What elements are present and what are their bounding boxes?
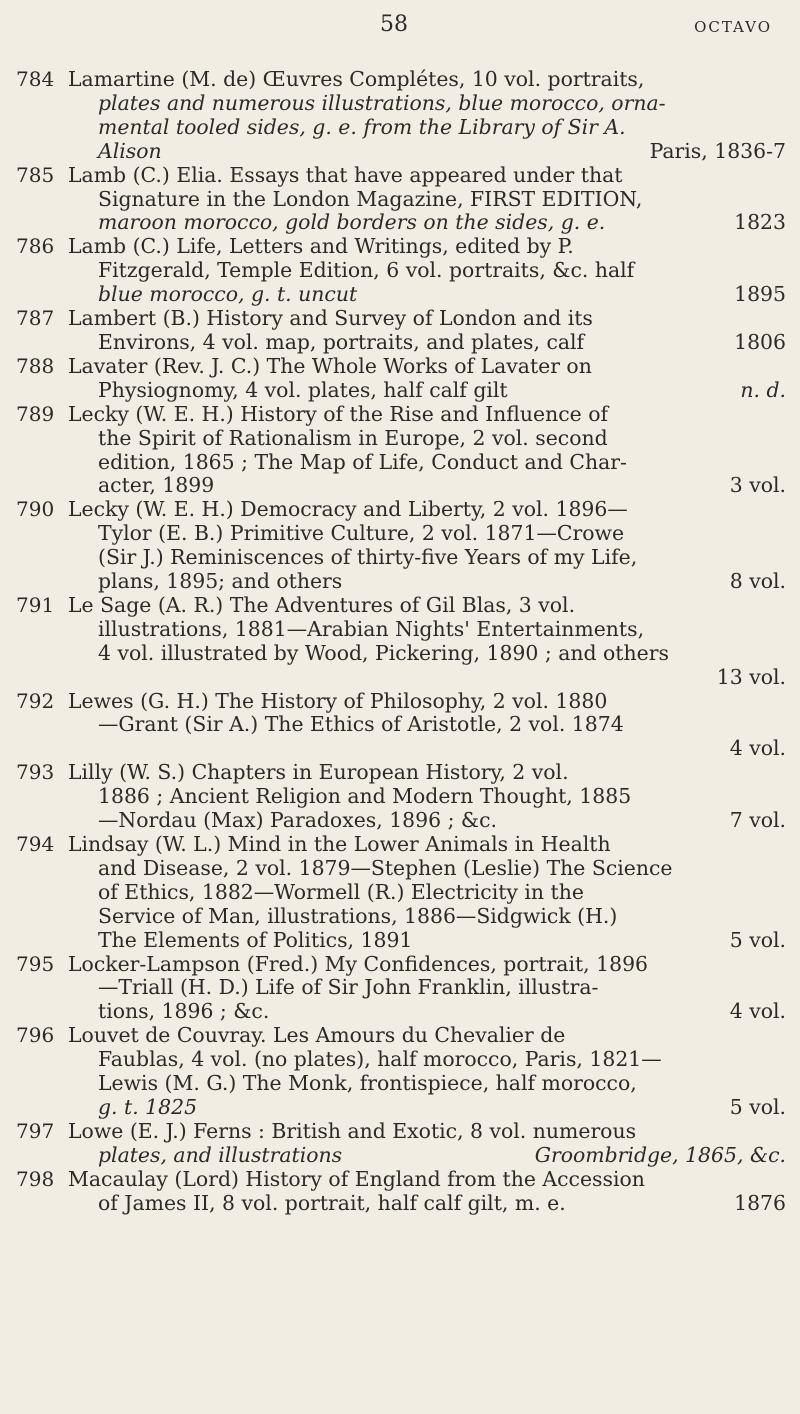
entry-line: plates and numerous illustrations, blue morocco, orna-	[98, 90, 666, 115]
entry-line: Physiognomy, 4 vol. plates, half calf gilt	[98, 377, 508, 402]
lot-description	[68, 1024, 786, 1120]
catalogue-entry	[16, 498, 786, 594]
entry-line: Faublas, 4 vol. (no plates), half morocco, Paris, 1821—	[98, 1047, 662, 1072]
catalogue-entry	[16, 690, 786, 762]
lot-description	[68, 953, 786, 1025]
lot-description	[68, 1120, 786, 1168]
lot-number: 789	[16, 401, 55, 426]
entry-date: 1823	[734, 210, 786, 235]
entry-date: 1876	[734, 1190, 786, 1215]
entry-date: n. d.	[740, 377, 786, 402]
entry-line: —Triall (H. D.) Life of Sir John Franklin, illustra-	[98, 975, 599, 1000]
entry-line: tions, 1896 ; &c.	[98, 999, 270, 1024]
lot-description	[68, 498, 786, 594]
lot-number: 784	[16, 67, 55, 91]
entry-date: 1806	[734, 329, 786, 354]
lot-number: 787	[16, 306, 55, 331]
catalogue-entry	[16, 761, 786, 833]
lot-description	[68, 594, 786, 690]
entry-line: edition, 1865 ; The Map of Life, Conduct and Char-	[98, 449, 627, 474]
entry-line: of James II, 8 vol. portrait, half calf gilt, m. e.	[98, 1190, 566, 1215]
entry-volumes: 8 vol.	[729, 569, 786, 594]
catalogue-entry	[16, 355, 786, 403]
catalogue-entry	[16, 1024, 786, 1120]
entry-line: of Ethics, 1882—Wormell (R.) Electricity in the	[98, 879, 584, 904]
entry-line: mental tooled sides, g. e. from the Library of Sir A.	[98, 114, 626, 139]
lot-description	[68, 1168, 786, 1216]
entry-line: Louvet de Couvray. Les Amours du Chevalier de	[68, 1023, 566, 1048]
lot-number: 790	[16, 497, 55, 522]
lot-description	[68, 761, 786, 833]
entry-line: 1886 ; Ancient Religion and Modern Thought, 1885	[98, 784, 632, 809]
catalogue-list	[16, 68, 786, 1216]
entry-volumes: 4 vol.	[729, 736, 786, 761]
lot-number: 794	[16, 832, 55, 856]
entry-line: Le Sage (A. R.) The Adventures of Gil Blas, 3 vol.	[68, 592, 576, 617]
entry-imprint: Paris, 1836-7	[649, 138, 786, 163]
entry-line: Lavater (Rev. J. C.) The Whole Works of Lavater on	[68, 353, 592, 378]
catalogue-entry	[16, 1168, 786, 1216]
lot-number: 792	[16, 688, 55, 713]
lot-number: 788	[16, 353, 55, 378]
entry-line: Lecky (W. E. H.) Democracy and Liberty, 2 vol. 1896—	[68, 497, 628, 522]
lot-description	[68, 355, 786, 403]
lot-number: 796	[16, 1023, 55, 1048]
entry-line: Lecky (W. E. H.) History of the Rise and Influence of	[68, 401, 609, 426]
entry-line: blue morocco, g. t. uncut	[98, 282, 358, 307]
catalogue-entry	[16, 833, 786, 953]
entry-line: —Grant (Sir A.) The Ethics of Aristotle, 2 vol. 1874	[98, 712, 624, 737]
entry-line: Lambert (B.) History and Survey of London and its	[68, 306, 593, 331]
entry-line: Environs, 4 vol. map, portraits, and plates, calf	[98, 329, 585, 354]
entry-line: illustrations, 1881—Arabian Nights' Entertainments,	[98, 616, 645, 641]
entry-line: Signature in the London Magazine, FIRST EDITION,	[98, 186, 643, 211]
entry-line: 4 vol. illustrated by Wood, Pickering, 1890 ; and others	[98, 640, 669, 665]
section-title: OCTAVO	[694, 18, 772, 36]
page-header	[0, 8, 800, 48]
catalogue-entry	[16, 68, 786, 164]
catalogue-entry	[16, 594, 786, 690]
lot-number: 785	[16, 162, 55, 187]
entry-line: Service of Man, illustrations, 1886—Sidgwick (H.)	[98, 903, 618, 928]
catalogue-entry	[16, 164, 786, 236]
entry-line: Lamartine (M. de) Œuvres Complétes, 10 vol. portraits,	[68, 67, 645, 91]
entry-line: Lowe (E. J.) Ferns : British and Exotic, 8 vol. numerous	[68, 1118, 637, 1143]
entry-line: Lamb (C.) Life, Letters and Writings, edited by P.	[68, 234, 574, 259]
catalogue-entry	[16, 953, 786, 1025]
entry-line: —Nordau (Max) Paradoxes, 1896 ; &c.	[98, 808, 497, 833]
entry-line: Lewis (M. G.) The Monk, frontispiece, half morocco,	[98, 1071, 637, 1096]
lot-description	[68, 235, 786, 307]
entry-volumes: 13 vol.	[716, 664, 786, 689]
lot-number: 793	[16, 760, 55, 785]
entry-line: Lamb (C.) Elia. Essays that have appeared under that	[68, 162, 623, 187]
catalogue-entry	[16, 235, 786, 307]
lot-description	[68, 164, 786, 236]
entry-date: 1895	[734, 282, 786, 307]
entry-line: Lindsay (W. L.) Mind in the Lower Animals in Health	[68, 832, 611, 856]
entry-volumes: 5 vol.	[729, 927, 786, 952]
lot-number: 798	[16, 1166, 55, 1191]
entry-line: Macaulay (Lord) History of England from the Accession	[68, 1166, 645, 1191]
lot-description	[68, 403, 786, 499]
entry-imprint: Groombridge, 1865, &c.	[534, 1142, 786, 1167]
entry-line: Tylor (E. B.) Primitive Culture, 2 vol. 1871—Crowe	[98, 521, 625, 546]
entry-line: the Spirit of Rationalism in Europe, 2 vol. second	[98, 425, 608, 450]
entry-volumes: 4 vol.	[729, 999, 786, 1024]
lot-description	[68, 307, 786, 355]
entry-line: plates, and illustrations	[98, 1142, 343, 1167]
entry-volumes: 7 vol.	[729, 808, 786, 833]
entry-line: Alison	[98, 138, 162, 163]
lot-description	[68, 690, 786, 762]
lot-number: 791	[16, 592, 55, 617]
lot-number: 795	[16, 951, 55, 976]
entry-volumes: 3 vol.	[729, 473, 786, 498]
entry-line: The Elements of Politics, 1891	[98, 927, 413, 952]
entry-line: and Disease, 2 vol. 1879—Stephen (Leslie) The Science	[98, 855, 673, 880]
page-number: 58	[380, 12, 408, 37]
catalogue-entry	[16, 307, 786, 355]
entry-line: Fitzgerald, Temple Edition, 6 vol. portraits, &c. half	[98, 258, 635, 283]
lot-description	[68, 68, 786, 164]
lot-number: 786	[16, 234, 55, 259]
lot-description	[68, 833, 786, 953]
catalogue-entry	[16, 1120, 786, 1168]
entry-line: g. t. 1825	[98, 1094, 198, 1119]
entry-line: maroon morocco, gold borders on the sides, g. e.	[98, 210, 606, 235]
entry-line: Lilly (W. S.) Chapters in European History, 2 vol.	[68, 760, 569, 785]
entry-line: acter, 1899	[98, 473, 215, 498]
entry-line: Lewes (G. H.) The History of Philosophy, 2 vol. 1880	[68, 688, 608, 713]
entry-volumes: 5 vol.	[729, 1094, 786, 1119]
lot-number: 797	[16, 1118, 55, 1143]
entry-line: plans, 1895; and others	[98, 569, 343, 594]
entry-line: (Sir J.) Reminiscences of thirty-five Years of my Life,	[98, 545, 638, 570]
entry-line: Locker-Lampson (Fred.) My Confidences, portrait, 1896	[68, 951, 649, 976]
catalogue-entry	[16, 403, 786, 499]
